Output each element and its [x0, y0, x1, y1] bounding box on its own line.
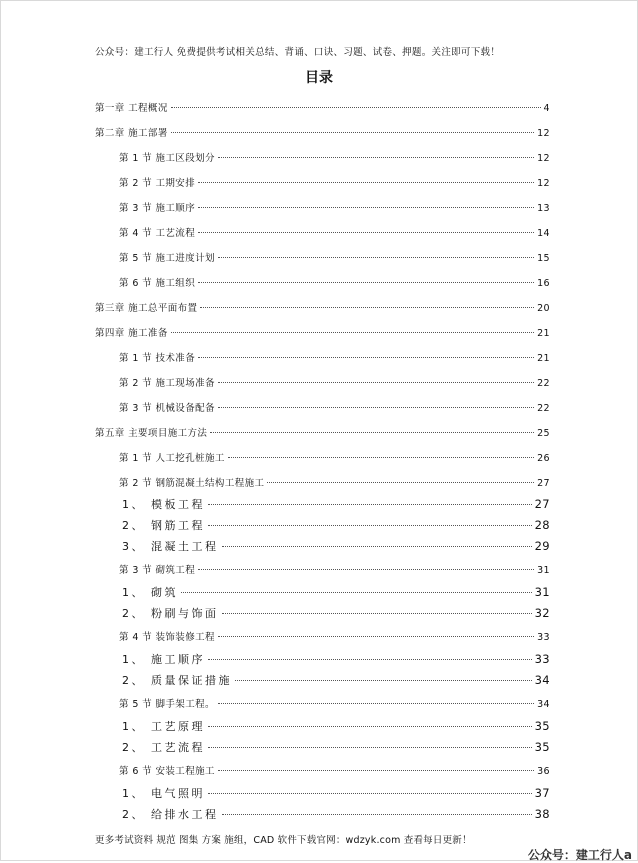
toc-entry-page: 25	[537, 428, 550, 439]
toc-entry-page: 14	[537, 228, 550, 239]
dot-leader	[208, 659, 532, 660]
toc-entry[interactable]	[119, 350, 550, 364]
toc-entry-label: 第 1 节 人工挖孔桩施工	[119, 453, 225, 464]
dot-leader	[171, 132, 534, 133]
toc-entry-page: 35	[534, 740, 550, 754]
dot-leader	[198, 182, 534, 183]
toc-entry-page: 38	[534, 807, 550, 821]
dot-leader	[198, 282, 534, 283]
dot-leader	[218, 703, 534, 704]
toc-entry[interactable]	[122, 584, 550, 600]
toc-entry[interactable]	[122, 739, 550, 755]
toc-entry-label: 1、 电气照明	[122, 787, 205, 800]
toc-entry-page: 22	[537, 378, 550, 389]
toc-entry[interactable]	[95, 325, 550, 339]
toc-entry-page: 34	[534, 673, 550, 687]
toc-entry-label: 1、 施工顺序	[122, 653, 205, 666]
toc-entry[interactable]	[119, 250, 550, 264]
toc-entry-label: 第 5 节 脚手架工程。	[119, 699, 215, 710]
toc-entry-label: 第一章 工程概况	[95, 103, 168, 114]
toc-entry-page: 4	[543, 103, 550, 114]
dot-leader	[208, 793, 532, 794]
dot-leader	[218, 382, 534, 383]
toc-entry[interactable]	[122, 651, 550, 667]
toc-entry-label: 第 1 节 施工区段划分	[119, 153, 215, 164]
dot-leader	[222, 814, 532, 815]
toc-entry[interactable]	[119, 450, 550, 464]
toc-entry[interactable]	[122, 605, 550, 621]
toc-entry[interactable]	[119, 375, 550, 389]
toc-entry-label: 1、 模板工程	[122, 498, 205, 511]
toc-entry[interactable]	[122, 538, 550, 554]
dot-leader	[222, 613, 532, 614]
toc-title: 目录	[305, 70, 333, 86]
toc-entry-page: 33	[537, 632, 550, 643]
toc-entry[interactable]	[122, 672, 550, 688]
toc-entry-page: 37	[534, 786, 550, 800]
toc-entry-label: 第 4 节 工艺流程	[119, 228, 196, 239]
toc-entry[interactable]	[119, 200, 550, 214]
toc-entry-label: 第 2 节 施工现场准备	[119, 378, 215, 389]
toc-entry[interactable]	[119, 562, 550, 576]
toc-entry-page: 26	[537, 453, 550, 464]
toc-entry-page: 12	[537, 178, 550, 189]
dot-leader	[208, 525, 532, 526]
toc-entry-label: 第四章 施工准备	[95, 328, 168, 339]
toc-entry-label: 第二章 施工部署	[95, 128, 168, 139]
toc-entry-page: 12	[537, 153, 550, 164]
toc-entry-page: 15	[537, 253, 550, 264]
dot-leader	[181, 592, 532, 593]
dot-leader	[171, 107, 541, 108]
toc-entry-page: 35	[534, 719, 550, 733]
toc-entry[interactable]	[119, 400, 550, 414]
toc-entry-label: 2、 质量保证措施	[122, 674, 232, 687]
toc-entry-label: 第五章 主要项目施工方法	[95, 428, 208, 439]
toc-entry-page: 31	[534, 585, 550, 599]
toc-entry-page: 32	[534, 606, 550, 620]
toc-entry-label: 1、 工艺原理	[122, 720, 205, 733]
toc-entry-label: 第 4 节 装饰装修工程	[119, 632, 215, 643]
dot-leader	[218, 636, 534, 637]
toc-entry-label: 第 6 节 安装工程施工	[119, 766, 215, 777]
dot-leader	[208, 726, 532, 727]
dot-leader	[208, 747, 532, 748]
footer-note: 更多考试资料 规范 图集 方案 施组，CAD 软件下载官网：wdzyk.com 查看每日更新！	[95, 835, 472, 846]
toc-entry[interactable]	[122, 496, 550, 512]
toc-entry-label: 第 3 节 施工顺序	[119, 203, 196, 214]
toc-entry-page: 27	[537, 478, 550, 489]
toc-entry-label: 2、 粉刷与饰面	[122, 607, 219, 620]
toc-entry-page: 21	[537, 353, 550, 364]
toc-entry-page: 28	[534, 518, 550, 532]
toc-entry-label: 2、 工艺流程	[122, 741, 205, 754]
toc-entry-label: 第 5 节 施工进度计划	[119, 253, 215, 264]
toc-entry-page: 34	[537, 699, 550, 710]
toc-entry[interactable]	[95, 300, 550, 314]
toc-entry[interactable]	[95, 100, 550, 114]
header-note: 公众号：建工行人 免费提供考试相关总结、背诵、口诀、习题、试卷、押题。关注即可下载！	[95, 47, 501, 58]
toc-entry[interactable]	[119, 629, 550, 643]
toc-entry[interactable]	[119, 225, 550, 239]
dot-leader	[198, 232, 534, 233]
toc-entry[interactable]	[95, 125, 550, 139]
dot-leader	[200, 307, 534, 308]
toc-entry-page: 31	[537, 565, 550, 576]
toc-entry-label: 第 2 节 钢筋混凝土结构工程施工	[119, 478, 265, 489]
toc-entry-page: 20	[537, 303, 550, 314]
toc-entry-label: 第 1 节 技术准备	[119, 353, 196, 364]
toc-entry-label: 第 6 节 施工组织	[119, 278, 196, 289]
toc-entry[interactable]	[119, 475, 550, 489]
toc-entry-page: 27	[534, 497, 550, 511]
toc-entry-page: 12	[537, 128, 550, 139]
toc-entry[interactable]	[122, 517, 550, 533]
dot-leader	[218, 770, 534, 771]
toc-entry[interactable]	[122, 806, 550, 822]
toc-entry-label: 2、 给排水工程	[122, 808, 219, 821]
toc-entry-label: 第 3 节 机械设备配备	[119, 403, 215, 414]
dot-leader	[218, 257, 534, 258]
toc-entry[interactable]	[95, 425, 550, 439]
dot-leader	[171, 332, 534, 333]
dot-leader	[218, 157, 534, 158]
toc-entry-label: 第 3 节 砌筑工程	[119, 565, 196, 576]
toc-entry-label: 2、 钢筋工程	[122, 519, 205, 532]
toc-entry[interactable]	[119, 763, 550, 777]
toc-entry[interactable]	[119, 696, 550, 710]
toc-entry[interactable]	[122, 785, 550, 801]
toc-entry-page: 33	[534, 652, 550, 666]
toc-entry[interactable]	[119, 175, 550, 189]
dot-leader	[198, 357, 534, 358]
toc-entry-label: 3、 混凝土工程	[122, 540, 219, 553]
dot-leader	[222, 546, 532, 547]
toc-entry[interactable]	[122, 718, 550, 734]
dot-leader	[210, 432, 534, 433]
dot-leader	[235, 680, 532, 681]
dot-leader	[198, 207, 534, 208]
toc-entry[interactable]	[119, 150, 550, 164]
toc-entry-page: 36	[537, 766, 550, 777]
toc-entry-label: 第三章 施工总平面布置	[95, 303, 198, 314]
toc-entry-label: 1、 砌筑	[122, 586, 178, 599]
toc-entry-page: 21	[537, 328, 550, 339]
dot-leader	[228, 457, 534, 458]
toc-entry[interactable]	[119, 275, 550, 289]
toc-entry-page: 22	[537, 403, 550, 414]
toc-entry-label: 第 2 节 工期安排	[119, 178, 196, 189]
dot-leader	[208, 504, 532, 505]
dot-leader	[218, 407, 534, 408]
toc-entry-page: 16	[537, 278, 550, 289]
toc-entry-page: 13	[537, 203, 550, 214]
dot-leader	[198, 569, 534, 570]
toc-entry-page: 29	[534, 539, 550, 553]
watermark: 公众号：建工行人a	[527, 848, 632, 862]
dot-leader	[267, 482, 534, 483]
